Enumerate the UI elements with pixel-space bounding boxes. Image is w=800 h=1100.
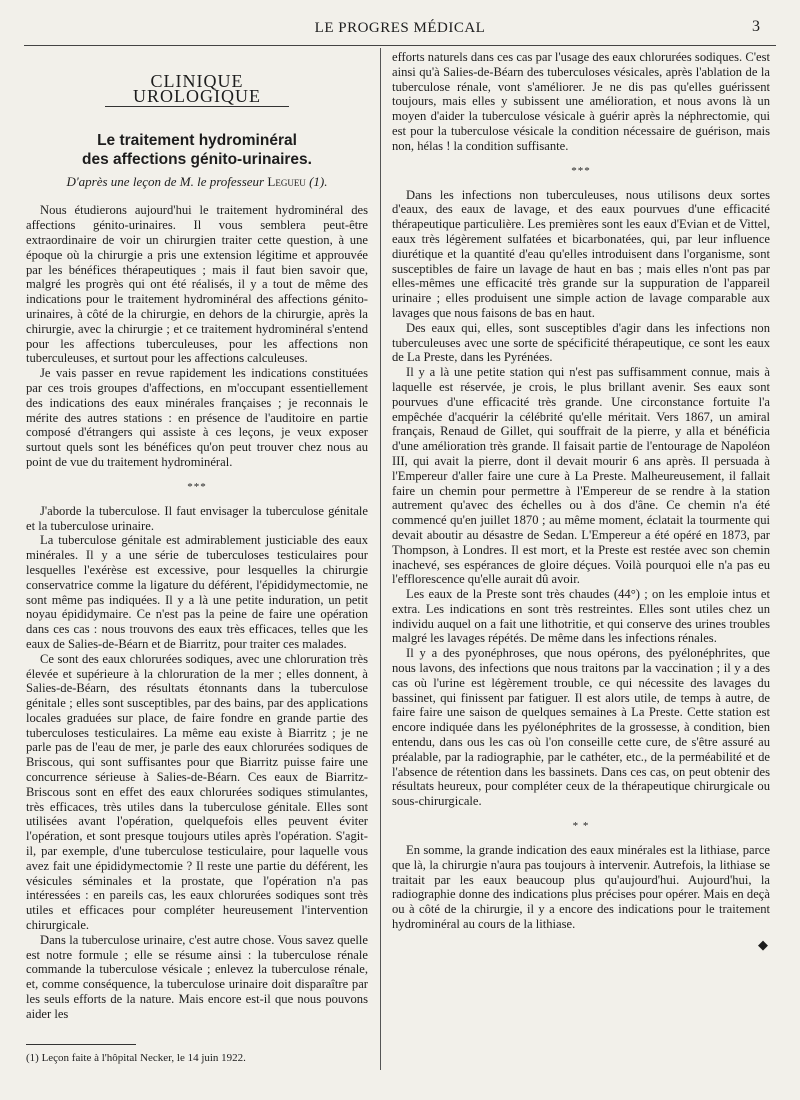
paragraph: Je vais passer en revue rapidement les indications constituées par ces trois groupes d'affections, en m'occupant essentiellement des indications des eaux minérales françaises ; je reconnais le mérite des autres stations : en présence de l'auditoire en partie composé d'étrangers qui assiste à ces leçons, je veux exposer surtout quels sont les bénéfices qu'on peut trouver chez nous au point de vue du traitement hydrominéral. <box>26 366 368 469</box>
article-title-line-2: des affections génito-urinaires. <box>82 150 312 168</box>
article-title <box>26 131 368 169</box>
byline-note: (1). <box>305 173 328 189</box>
paragraph: Ce sont des eaux chlorurées sodiques, avec une chloruration très élevée et supérieure à la chloruration de la mer ; elles donnent, à Salies-de-Béarn, des résultats étonnants dans la tuberculose génitale ; elles sont susceptibles, par des bains, par des applications locales graduées sur place, de faire fondre en grande partie des tuberculoses testiculaires. La même eau existe à Biarritz ; je ne parle pas de l'eau de mer, je parle des eaux chlorurées sodiques de Briscous, qui sont suffisantes pour que Biarritz puisse faire une concurrence sérieuse à Salies-de-Béarn. Ces eaux de Biarritz-Briscous sont en effet des eaux chlorurées sodiques stimulantes, très efficaces, très utiles dans la tuberculose génitale. Elles sont utilisées avant l'opération, quelquefois elles peuvent éviter l'opération, et sont presque toujours utiles après l'opération. S'agit-il, par exemple, d'une tuberculose testiculaire, pour laquelle vous avez fait une épididymectomie ? Il reste une partie du déférent, les vésicules séminales et la prostate, que l'opération n'a pas intéressées : en pareils cas, les eaux chlorurées sodiques sont très utiles et efficaces pour compléter heureusement l'intervention chirurgicale. <box>26 651 368 933</box>
byline <box>26 175 368 190</box>
page-number: 3 <box>752 18 760 35</box>
paragraph: J'aborde la tuberculose. Il faut envisager la tuberculose génitale et la tuberculose urinaire. <box>26 503 368 533</box>
byline-prefix: D'après une leçon de M. le professeur <box>66 173 268 189</box>
footnote: (1) Leçon faite à l'hôpital Necker, le 14 juin 1922. <box>26 1051 246 1064</box>
column-rule <box>380 48 381 1070</box>
section-separator: *** <box>571 164 591 177</box>
paragraph: Dans les infections non tuberculeuses, nous utilisons deux sortes d'eaux, des eaux de lavage, et des eaux pourvues d'une efficacité thérapeutique particulière. Les premières sont les eaux d'Evian et de Vittel, eaux très légèrement sulfatées et bicarbonatées, qui, par leur influence diurétique et la quantité d'eau qu'elles introduisent dans l'organisme, sont susceptibles de faire un lavage de haut en bas ; mais elles n'ont pas par elles-mêmes une efficacité très grande sur la suppuration de l'appareil urinaire ; elles produisent une simple action de lavage comparable aux lavages que nous faisons de bas en haut. <box>392 187 770 320</box>
paragraph: Nous étudierons aujourd'hui le traitement hydrominéral des affections génito-urinaires. Il vous semblera peut-être extraordinaire de voir un chirurgien traiter cette question, à une époque où la chirurgie a pris une extension légitime et approuvée par les bénéfices thérapeutiques ; mais il faut bien savoir que, malgré les progrès qui ont été réalisés, il y a tout de même des indications pour le traitement hydrominéral des affections génito-urinaires, à côté de la chirurgie, en dehors de la chirurgie, après la chirurgie, avec la chirurgie ; et ce traitement hydrominéral s'entend pour les affections tuberculeuses, pour les affections non tuberculeuses, et surtout pour les affections calculeuses. <box>26 203 368 366</box>
paragraph: Les eaux de la Preste sont très chaudes (44°) ; on les emploie intus et extra. Les indications en sont très restreintes. Elles sont utiles chez un individu auquel on a fait une lithotritie, et qui conserve des urines troubles malgré les lavages répétés. De même dans les infections rénales. <box>392 587 770 646</box>
paragraph: En somme, la grande indication des eaux minérales est la lithiase, parce que là, la chirurgie n'aura pas toujours à intervenir. Autrefois, la lithiase se traitait par les eaux beaucoup plus qu'aujourd'hui. Aujourd'hui, la radiographie donne des indications plus précises pour opérer. Mais en deçà ou à côté de la chirurgie, il y a encore des indications pour le traitement hydrominéral au cours de la lithiase. <box>392 843 770 932</box>
paragraph: Il y a des pyonéphroses, que nous opérons, des pyélonéphrites, que nous lavons, des infections que nous traitons par la vaccination ; il y a des cas où l'urine est légèrement trouble, ce qui nécessite des lavages du bassinet, qui finissent par fatiguer. Il est alors utile, de temps à autre, de faire faire une saison de quelques semaines à La Preste. Cette station est encore indiquée dans les pyélonéphrites de la grossesse, à condition, bien entendu, dans ous les cas où l'on conseille cette cure, de s'être assuré au préalable, par la radiographie, par le cathéter, etc., de la perméabilité et de l'absence de rétention dans les bassinets. Dans ces cas, on peut obtenir des résultats heureux, pour compléter ceux de la thérapeutique chirurgicale ou sous-chirurgicale. <box>392 646 770 809</box>
end-mark-icon: ◆ <box>758 936 768 952</box>
section-separator: * * <box>572 820 590 833</box>
article-title-line-1: Le traitement hydrominéral <box>97 131 297 149</box>
journal-title: LE PROGRES MÉDICAL <box>314 20 486 36</box>
paragraph: Dans la tuberculose urinaire, c'est autre chose. Vous savez quelle est notre formule ; elle se résume ainsi : la tuberculose rénale commande la tuberculose vésicale ; enlevez la tuberculose rénale, et, comme conséquence, la tuberculose urinaire doit disparaître par les seuls efforts de la nature. Mais encore est-il que nous pouvons aider les <box>26 932 368 1021</box>
footnote-rule <box>26 1044 136 1045</box>
byline-name: Legueu <box>267 173 306 189</box>
left-column <box>26 52 368 1065</box>
paragraph: Des eaux qui, elles, sont susceptibles d'agir dans les infections non tuberculeuses avec une sorte de spécificité thérapeutique, ce sont les eaux de La Preste, dans les Pyrénées. <box>392 320 770 365</box>
paragraph: efforts naturels dans ces cas par l'usage des eaux chlorurées sodiques. C'est ainsi qu'à Salies-de-Béarn des tuberculoses vésicales, après l'ablation de la tuberculose rénale, vont s'améliorer. Je ne dis pas qu'elles guérissent toujours, mais elles y subissent une amélioration, et nous avons là un moyen d'aider la tuberculose vésicale à guérir après la néphrectomie, qui est pour la tuberculose vésicale la condition nécessaire de guérison, mais non, hélas ! la condition suffisante. <box>392 50 770 153</box>
right-column <box>392 50 770 953</box>
section-title: CLINIQUE UROLOGIQUE <box>105 74 289 107</box>
header-rule <box>24 45 776 46</box>
section-separator: *** <box>187 480 207 493</box>
paragraph: Il y a là une petite station qui n'est pas suffisamment connue, mais à laquelle est réservée, je crois, le plus brillant avenir. Ses eaux sont pourvues d'une efficacité très grande. Une circonstance fortuite l'a empêchée d'acquérir la célébrité qu'elle méritait. Vers 1867, un amiral français, Renaud de Gillet, qui souffrait de la pierre, y alla et bénéficia d'une amélioration très grande. Il faisait partie de l'entourage de Napoléon III, qui avait la pierre, dont il devait mourir 6 ans après. Il persuada à l'Empereur d'aller faire une cure à La Preste. Malheureusement, il fallait faire un chemin pour permettre à l'Empereur de se rendre à la station autrement qu'avec des échelles ou à dos d'âne. Ce chemin n'a été commencé qu'en juillet 1870 ; au même moment, éclatait la tourmente qui devait aboutir au désastre de Sedan. L'Empereur a été opéré en 1873, par Thompson, à Londres. Il est mort, et la Preste est restée avec son chemin inachevé, ses espérances de gloire déçues. Voilà pourquoi elle n'a pas eu l'efflorescence qu'elle aurait dû avoir. <box>392 365 770 587</box>
paragraph: La tuberculose génitale est admirablement justiciable des eaux minérales. Il y a une série de tuberculoses testiculaires pour lesquelles l'exérèse est excessive, pour lesquelles la chirurgie conservatrice comme la ligature du déférent, l'épididymectomie, ne sont même pas indiquées. Il y a là une petite induration, un petit noyau épididymaire. Ce n'est pas la peine de faire une opération dans ces cas : nous trouvons des eaux très efficaces, telles que les eaux de Salies-de-Béarn et de Biarritz, pour traiter ces malades. <box>26 533 368 651</box>
running-head <box>0 18 800 40</box>
